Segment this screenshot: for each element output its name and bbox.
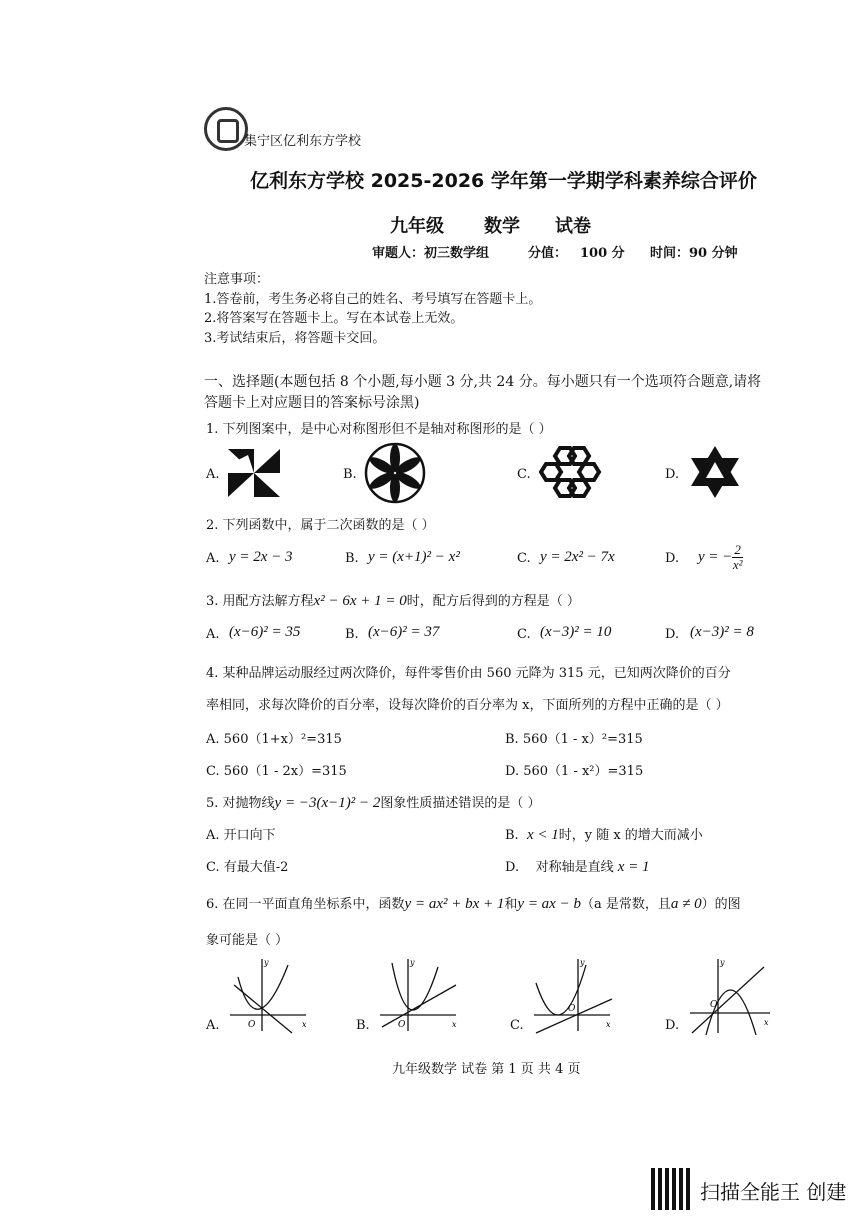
q3-option-c: (x−3)² = 10 (540, 624, 612, 640)
subtitle-paper: 试卷 (555, 216, 591, 237)
q2-option-b: y = (x+1)² − x² (368, 549, 460, 565)
origin-label: O (398, 1020, 406, 1030)
meta-score-label: 分值： (528, 246, 568, 261)
q3-option-a-label: A. (206, 627, 220, 642)
q6-graph-b (376, 955, 460, 1035)
q2-option-c-label: C. (517, 551, 531, 566)
q1-stem: 1. 下列图案中，是中心对称图形但不是轴对称图形的是（ ） (206, 422, 552, 437)
q4-option-b: B. 560（1 - x）²=315 (505, 732, 643, 747)
q5-option-c: C. 有最大值-2 (206, 860, 289, 875)
scanner-watermark: 扫描全能王 创建 (700, 1180, 847, 1204)
y-axis-label: y (720, 958, 725, 967)
q2-option-b-label: B. (345, 551, 359, 566)
q3-option-b: (x−6)² = 37 (368, 624, 440, 640)
x-axis-label: x (302, 1020, 307, 1029)
subtitle-grade: 九年级 (390, 216, 444, 237)
exam-title: 亿利东方学校 2025-2026 学年第一学期学科素养综合评价 (250, 170, 757, 192)
q2-option-a-label: A. (206, 551, 220, 566)
origin-label: O (710, 1000, 718, 1010)
q1-star-figure (686, 444, 744, 500)
q3-option-d-label: D. (665, 627, 680, 642)
meta-time: 时间：90 分钟 (650, 246, 738, 261)
q3-option-d: (x−3)² = 8 (690, 624, 754, 640)
q6-option-c-label: C. (510, 1018, 524, 1033)
school-logo (204, 107, 248, 151)
q6-stem-line2: 象可能是（ ） (206, 933, 289, 948)
q6-option-a-label: A. (206, 1018, 220, 1033)
q6-stem-line1: 6. 在同一平面直角坐标系中，函数y = ax² + bx + 1和y = ax − b（a 是常数，且a ≠ 0）的图 (206, 896, 741, 912)
x-axis-label: x (452, 1020, 457, 1029)
subtitle-subject: 数学 (484, 216, 520, 237)
q5-option-d: D. 对称轴是直线 x = 1 (505, 859, 650, 875)
q5-option-b: B. x < 1时，y 随 x 的增大而减小 (505, 827, 703, 843)
q4-option-a: A. 560（1+x）²=315 (206, 732, 342, 747)
q2-option-a: y = 2x − 3 (229, 549, 293, 565)
q1-flower-figure (364, 442, 426, 504)
q3-option-b-label: B. (345, 627, 359, 642)
q3-option-a: (x−6)² = 35 (229, 624, 301, 640)
qr-code-icon (651, 1168, 693, 1210)
y-axis-label: y (264, 958, 269, 967)
q1-option-d-label: D. (665, 467, 680, 482)
q6-option-d-label: D. (665, 1018, 680, 1033)
meta-reviewer: 审题人：初三数学组 (372, 246, 490, 261)
x-axis-label: x (606, 1020, 611, 1029)
notice-item: 3.考试结束后，将答题卡交回。 (204, 331, 386, 346)
meta-score: 100 分 (580, 246, 625, 261)
notice-heading: 注意事项： (204, 272, 270, 287)
notice-item: 2.将答案写在答题卡上。写在本试卷上无效。 (204, 311, 464, 326)
q2-option-c: y = 2x² − 7x (540, 549, 615, 565)
q4-option-d: D. 560（1 - x²）=315 (505, 764, 644, 779)
q2-stem: 2. 下列函数中，属于二次函数的是（ ） (206, 518, 435, 533)
q4-stem-line2: 率相同，求每次降价的百分率，设每次降价的百分率为 x，下面所列的方程中正确的是（ ） (206, 698, 729, 713)
q5-option-a: A. 开口向下 (206, 828, 276, 843)
section-heading: 一、选择题(本题包括 8 个小题,每小题 3 分,共 24 分。每小题只有一个选项符合题意,请将 (204, 374, 762, 390)
q6-graph-d (686, 955, 772, 1037)
origin-label: O (248, 1020, 256, 1030)
q2-option-d: y = − $\frac{2}{\text{x²}}$ (698, 542, 743, 572)
q6-graph-a (226, 955, 310, 1035)
school-name-small: 集宁区亿利东方学校 (244, 134, 362, 149)
q1-option-a-label: A. (206, 467, 220, 482)
q6-option-b-label: B. (356, 1018, 370, 1033)
q5-stem: 5. 对抛物线y = −3(x−1)² − 2图象性质描述错误的是（ ） (206, 795, 541, 811)
notice-item: 1.答卷前，考生务必将自己的姓名、考号填写在答题卡上。 (204, 292, 542, 307)
y-axis-label: y (410, 958, 415, 967)
q6-graph-c (530, 955, 614, 1035)
q3-stem: 3. 用配方法解方程x² − 6x + 1 = 0时，配方后得到的方程是（ ） (206, 593, 580, 609)
page-footer: 九年级数学 试卷 第 1 页 共 4 页 (392, 1062, 581, 1077)
y-axis-label: y (580, 958, 585, 967)
q2-option-d-label: D. (665, 551, 680, 566)
q1-pinwheel-figure (226, 447, 282, 499)
q4-stem-line1: 4. 某种品牌运动服经过两次降价，每件零售价由 560 元降为 315 元，已知两次降价的百分 (206, 666, 731, 681)
q1-option-c-label: C. (517, 467, 531, 482)
origin-label: O (568, 1004, 576, 1014)
q3-option-c-label: C. (517, 627, 531, 642)
q4-option-c: C. 560（1 - 2x）=315 (206, 764, 347, 779)
q1-hexagons-figure (538, 444, 602, 502)
section-heading-cont: 答题卡上对应题目的答案标号涂黑) (204, 395, 420, 411)
x-axis-label: x (764, 1018, 769, 1027)
q1-option-b-label: B. (343, 467, 357, 482)
